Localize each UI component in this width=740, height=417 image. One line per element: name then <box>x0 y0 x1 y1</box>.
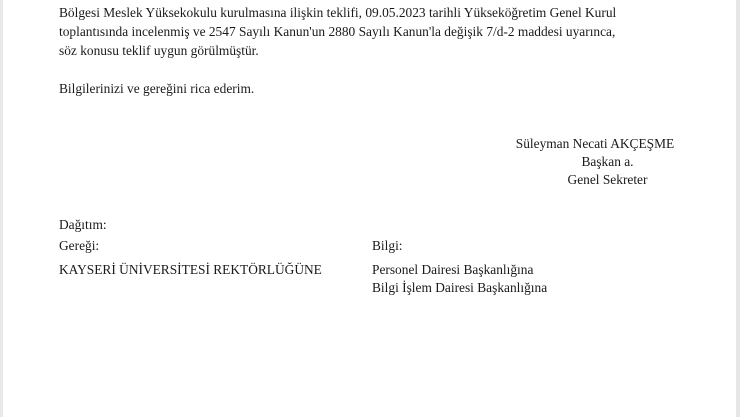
body-line-2: toplantısında incelenmiş ve 2547 Sayılı Kanun'un 2880 Sayılı Kanun'la değişik 7/d-2 maddesi uyarınca, <box>59 24 616 39</box>
action-item: KAYSERİ ÜNİVERSİTESİ REKTÖRLÜĞÜNE <box>59 262 322 277</box>
signatory-name: Süleyman Necati AKÇEŞME <box>515 136 675 151</box>
signatory-title-1: Başkan a. <box>581 154 634 169</box>
action-heading: Gereği: <box>59 238 100 253</box>
signatory-title-2: Genel Sekreter <box>567 172 648 187</box>
page-edge-left <box>0 0 3 417</box>
body-line-3: söz konusu teklif uygun görülmüştür. <box>59 43 259 58</box>
distribution-action-column <box>59 237 322 279</box>
info-item: Personel Dairesi Başkanlığına <box>372 262 534 277</box>
info-item: Bilgi İşlem Dairesi Başkanlığına <box>372 280 548 295</box>
closing-sentence: Bilgilerinizi ve gereğini rica ederim. <box>59 81 255 96</box>
body-line-1: Bölgesi Meslek Yüksekokulu kurulmasına ilişkin teklifi, 09.05.2023 tarihli Yükseköğretim Genel Kurul <box>59 5 617 20</box>
body-paragraph <box>59 4 699 61</box>
distribution-heading: Dağıtım: <box>59 217 107 232</box>
page-edge-right <box>736 0 740 417</box>
distribution-info-column <box>372 237 547 297</box>
signature-block <box>480 135 710 189</box>
info-heading: Bilgi: <box>372 238 403 253</box>
